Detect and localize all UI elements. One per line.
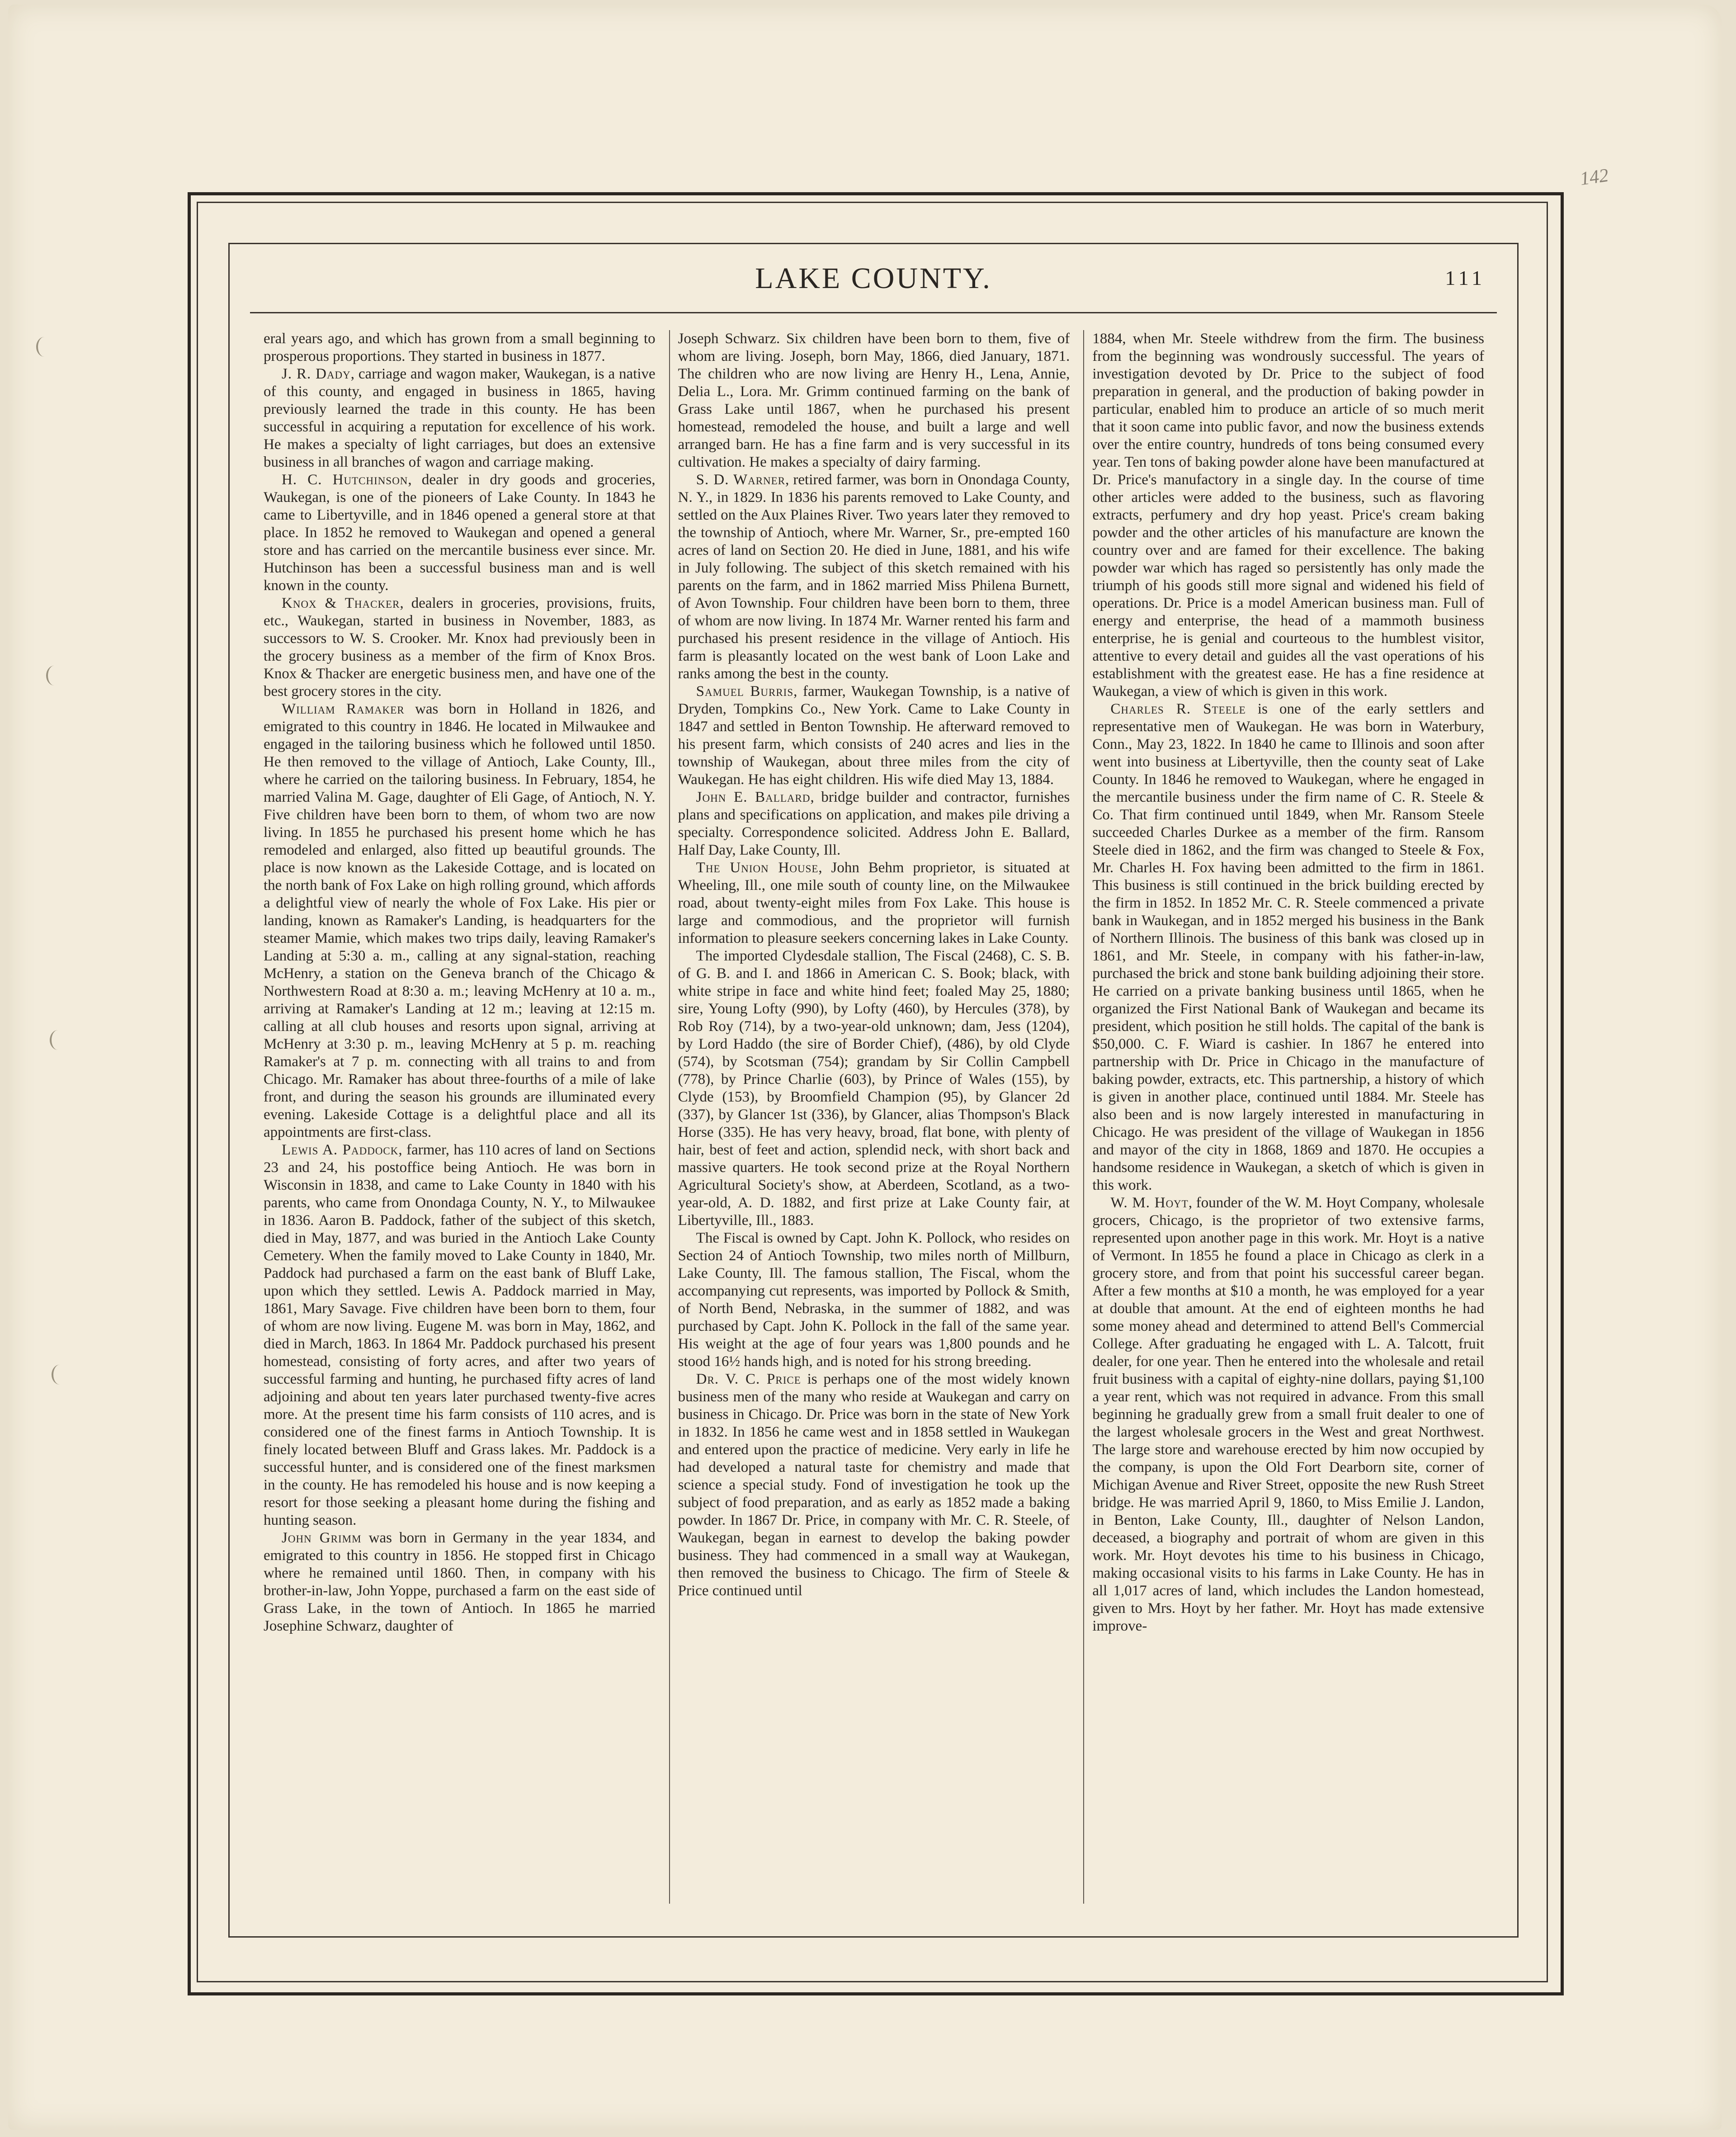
paragraph: [264, 595, 656, 700]
paragraph: [678, 471, 1070, 683]
text-columns: [264, 330, 1484, 1904]
paragraph-lead: John Grimm: [282, 1530, 362, 1546]
paragraph-text: was born in Holland in 1826, and emigrated to this country in 1846. He located in Milwaukee and engaged in the tailoring business which he followed until 1850. He then removed to the village of Antioch, Lake County, Ill., where he carried on the tailoring business. In February, 1854, he married Valina M. Gage, daughter of Eli Gage, of Antioch, N. Y. Five children have been born to them, of whom two are now living. In 1855 he purchased his present home which he has remodeled and enlarged, also fitted up beautiful grounds. The place is now known as the Lakeside Cottage, and is located on the north bank of Fox Lake on high rolling ground, which affords a delightful view of nearly the whole of Fox Lake. His pier or landing, known as Ramaker's Landing, is headquarters for the steamer Mamie, which makes two trips daily, leaving Ramaker's Landing at 5:30 a. m., calling at any signal-station, reaching McHenry, a station on the Geneva branch of the Chicago & Northwestern Road at 8:30 a. m.; leaving McHenry at 10 a. m., arriving at Ramaker's Landing at 12 m.; leaving at 12:15 m. calling at all club houses and resorts upon signal, arriving at McHenry at 3:30 p. m., leaving McHenry at 5 p. m. reaching Ramaker's at 7 p. m. connecting with all trains to and from Chicago. Mr. Ramaker has about three-fourths of a mile of lake front, and during the season his grounds are illuminated every evening. Lakeside Cottage is a delightful place and all its appointments are first-class.: [264, 701, 656, 1140]
paragraph-text: 1884, when Mr. Steele withdrew from the firm. The business from the beginning was wondrously successful. The years of investigation devoted by Dr. Price to the subject of food preparation in general, and the production of baking powder in particular, enabled him to produce an article of so much merit that it soon came into public favor, and now the business extends over the entire country, hundreds of tons being consumed every year. Ten tons of baking powder alone have been manufactured at Dr. Price's manufactory in a single day. In the course of time other articles were added to the business, such as flavoring extracts, perfumery and dry hop yeast. Price's cream baking powder and the other articles of his manufacture are known the country over and are famed for their excellence. The baking powder war which has raged so persistently has only made the triumph of his goods still more signal and widened his field of operations. Dr. Price is a model American business man. Full of energy and enterprise, the head of a mammoth business enterprise, he is genial and courteous to the humblest visitor, attentive to every detail and guides all the vast operations of his establishment with the greatest ease. He has a fine residence at Waukegan, a view of which is given in this work.: [1092, 331, 1485, 700]
page-header: [230, 244, 1517, 312]
text-column-3: [1083, 330, 1484, 1904]
text-column-2: [669, 330, 1070, 1904]
paragraph-text: Joseph Schwarz. Six children have been born to them, five of whom are living. Joseph, born May, 1866, died January, 1871. The children who are now living are Henry H., Lena, Annie, Delia L., Lora. Mr. Grimm continued farming on the bank of Grass Lake until 1867, when he purchased his present homestead, remodeled the house, and built a large and well arranged barn. He has a fine farm and is very successful in its cultivation. He makes a specialty of dairy farming.: [678, 331, 1070, 470]
paragraph-lead: J. R. Dady: [282, 366, 351, 382]
paragraph-lead: W. M. Hoyt: [1110, 1195, 1189, 1211]
paragraph-text: is one of the early settlers and representative men of Waukegan. He was born in Waterbury, Conn., May 23, 1822. In 1840 he came to Illinois and soon after went into business at Libertyville, then the county seat of Lake County. In 1846 he removed to Waukegan, where he engaged in the mercantile business under the firm name of C. R. Steele & Co. That firm continued until 1849, when Mr. Ransom Steele succeeded Charles Durkee as a member of the firm. Ransom Steele died in 1862, and the firm was changed to Steele & Fox, Mr. Charles H. Fox having been admitted to the firm in 1861. This business is still continued in the brick building erected by the firm in 1852. In 1852 Mr. C. R. Steele commenced a private bank in Waukegan, and in 1852 merged his business in the Bank of Northern Illinois. The business of this bank was closed up in 1861, and Mr. Steele, in company with his father-in-law, purchased the brick and stone bank building adjoining their store. He carried on a private banking business until 1865, when he organized the First National Bank of Waukegan and became its president, which position he still holds. The capital of the bank is $50,000. C. F. Wiard is cashier. In 1867 he entered into partnership with Dr. Price in Chicago in the manufacture of baking powder, extracts, etc. This partnership, a history of which is given in another place, continued until 1884. Mr. Steele has also been and is now largely interested in manufacturing in Chicago. He was president of the village of Waukegan in 1856 and mayor of the city in 1868, 1869 and 1870. He occupies a handsome residence in Waukegan, a sketch of which is given in this work.: [1092, 701, 1485, 1193]
paragraph-lead: William Ramaker: [282, 701, 405, 717]
paragraph-text: eral years ago, and which has grown from a small beginning to prosperous proportions. They started in business in 1877.: [264, 331, 656, 364]
paragraph-text: , dealers in groceries, provisions, fruits, etc., Waukegan, started in business in November, 1883, as successors to W. S. Crooker. Mr. Knox had previously been in the grocery business as a member of the firm of Knox Bros. Knox & Thacker are energetic business men, and have one of the best grocery stores in the city.: [264, 595, 656, 700]
paragraph: [1092, 1194, 1484, 1635]
paragraph: [678, 330, 1070, 471]
paragraph-lead: The Union House: [696, 860, 819, 876]
paragraph: [678, 789, 1070, 859]
paragraph: [678, 1229, 1070, 1371]
paragraph: [678, 947, 1070, 1229]
paragraph: [264, 1529, 656, 1635]
paragraph-lead: Lewis A. Paddock: [282, 1142, 399, 1158]
margin-note: 142: [1579, 165, 1610, 190]
paragraph-text: , dealer in dry goods and groceries, Waukegan, is one of the pioneers of Lake County. In 1843 he came to Libertyville, and in 1846 opened a general store at that place. In 1852 he removed to Waukegan and opened a general store and has carried on the mercantile business ever since. Mr. Hutchinson has been a successful business man and is well known in the county.: [264, 472, 656, 594]
paragraph-lead: Knox & Thacker: [282, 595, 400, 611]
paragraph-lead: Charles R. Steele: [1110, 701, 1246, 717]
paragraph-lead: S. D. Warner: [696, 472, 786, 488]
page-number: 111: [1445, 266, 1486, 289]
paragraph: [264, 471, 656, 595]
paragraph-text: was born in Germany in the year 1834, and emigrated to this country in 1856. He stopped first in Chicago where he remained until 1860. Then, in company with his brother-in-law, John Yoppe, purchased a farm on the east side of Grass Lake, in the town of Antioch. In 1865 he married Josephine Schwarz, daughter of: [264, 1530, 656, 1634]
text-column-1: [264, 330, 656, 1904]
paragraph-text: , farmer, has 110 acres of land on Sections 23 and 24, his postoffice being Antioch. He was born in Wisconsin in 1838, and came to Lake County in 1840 with his parents, who came from Onondaga County, N. Y., to Milwaukee in 1836. Aaron B. Paddock, father of the subject of this sketch, died in May, 1877, and was buried in the Antioch Lake County Cemetery. When the family moved to Lake County in 1840, Mr. Paddock had purchased a farm on the east bank of Bluff Lake, upon which they settled. Lewis A. Paddock married in May, 1861, Mary Savage. Five children have been born to them, four of whom are now living. Eugene M. was born in May, 1862, and died in March, 1863. In 1864 Mr. Paddock purchased his present homestead, consisting of forty acres, and after two years of successful farming and hunting, he purchased fifty acres of land adjoining and about ten years later purchased twenty-five acres more. At the present time his farm consists of 110 acres, and is considered one of the finest farms in Antioch Township. It is finely located between Bluff and Grass lakes. Mr. Paddock is a successful hunter, and is considered one of the finest marksmen in the county. He has remodeled his house and is now keeping a resort for those seeking a pleasant home during the fishing and hunting season.: [264, 1142, 656, 1528]
paragraph: [678, 1371, 1070, 1600]
paragraph: [678, 859, 1070, 947]
paragraph: [1092, 330, 1484, 700]
header-rule: [250, 312, 1497, 313]
paragraph-text: , farmer, Waukegan Township, is a native of Dryden, Tompkins Co., New York. Came to Lake County in 1847 and settled in Benton Township. He afterward removed to his present farm, which consists of 240 acres and lies in the township of Waukegan, about three miles from the city of Waukegan. He has eight children. His wife died May 13, 1884.: [678, 683, 1070, 788]
paragraph: [678, 683, 1070, 789]
paragraph: [264, 365, 656, 471]
paragraph-text: , bridge builder and contractor, furnishes plans and specifications on application, and makes pile driving a specialty. Correspondence solicited. Address John E. Ballard, Half Day, Lake County, Ill.: [678, 789, 1070, 858]
paragraph: [264, 700, 656, 1141]
paragraph-text: , founder of the W. M. Hoyt Company, wholesale grocers, Chicago, is the proprietor of two extensive farms, represented upon another page in this work. Mr. Hoyt is a native of Vermont. In 1855 he found a place in Chicago as clerk in a grocery store, and from that point his successful career began. After a few months at $10 a month, he was employed for a year at double that amount. At the end of eighteen months he had some money ahead and determined to attend Bell's Commercial College. After graduating he engaged with L. A. Talcott, fruit dealer, for one year. Then he entered into the wholesale and retail fruit business with a capital of eighty-nine dollars, paying $1,100 a year rent, which was not required in advance. From this small beginning he gradually grew from a small fruit dealer to one of the largest wholesale grocers in the West and great Northwest. The large store and warehouse erected by him now occupied by the company, is upon the Old Fort Dearborn site, corner of Michigan Avenue and River Street, opposite the new Rush Street bridge. He was married April 9, 1860, to Miss Emilie J. Landon, in Benton, Lake County, Ill., daughter of Nelson Landon, deceased, a biography and portrait of whom are given in this work. Mr. Hoyt devotes his time to his business in Chicago, making occasional visits to his farms in Lake County. He has in all 1,017 acres of land, which includes the Landon homestead, given to Mrs. Hoyt by her father. Mr. Hoyt has made extensive improve-: [1092, 1195, 1485, 1634]
paragraph-text: is perhaps one of the most widely known business men of the many who reside at Waukegan and carry on business in Chicago. Dr. Price was born in the state of New York in 1832. In 1856 he came west and in 1858 settled in Waukegan and entered upon the practice of medicine. Very early in life he had developed a natural taste for chemistry and made that science a special study. Fond of investigation he took up the subject of food preparation, and as early as 1852 made a baking powder. In 1867 Dr. Price, in company with Mr. C. R. Steele, of Waukegan, began in earnest to develop the baking powder business. They had commenced in a small way at Waukegan, then removed the business to Chicago. The firm of Steele & Price continued until: [678, 1371, 1070, 1599]
paragraph: [1092, 700, 1484, 1194]
paragraph-text: The imported Clydesdale stallion, The Fiscal (2468), C. S. B. of G. B. and I. and 1866 in American C. S. Book; black, with white stripe in face and white hind feet; foaled May 25, 1880; sire, Young Lofty (990), by Lofty (460), by Hercules (378), by Rob Roy (714), by a two-year-old unknown; dam, Jess (1204), by Lord Haddo (the sire of Border Chief), (486), by old Clyde (574), by Scotsman (754); grandam by Sir Collin Campbell (778), by Prince Charlie (603), by Prince of Wales (155), by Clyde (153), by Broomfield Champion (95), by Glancer 2d (337), by Glancer 1st (336), by Glancer, alias Thompson's Black Horse (335). He has very heavy, broad, flat bone, with plenty of hair, best of feet and action, splendid neck, with short back and massive quarters. He took second prize at the Royal Northern Agricultural Society's show, at Aberdeen, Scotland, as a two-year-old, A. D. 1882, and first prize at Lake County fair, at Libertyville, Ill., 1883.: [678, 948, 1070, 1229]
binding-mark: [36, 337, 52, 357]
binding-mark: [46, 666, 62, 686]
binding-mark: [50, 1030, 66, 1050]
paragraph-lead: Dr. V. C. Price: [696, 1371, 801, 1387]
paragraph-lead: John E. Ballard: [696, 789, 811, 805]
page-content: [228, 243, 1519, 1938]
paragraph-text: , carriage and wagon maker, Waukegan, is a native of this county, and engaged in business in 1865, having previously learned the trade in this county. He has been successful in acquiring a reputation for excellence of his work. He makes a specialty of light carriages, but does an extensive business in all branches of wagon and carriage making.: [264, 366, 656, 470]
paragraph-text: , retired farmer, was born in Onondaga County, N. Y., in 1829. In 1836 his parents removed to Lake County, and settled on the Aux Plaines River. Two years later they removed to the township of Antioch, where Mr. Warner, Sr., pre-empted 160 acres of land on Section 20. He died in June, 1881, and his wife in July following. The subject of this sketch remained with his parents on the farm, and in 1862 married Miss Philena Burnett, of Avon Township. Four children have been born to them, three of whom are now living. In 1874 Mr. Warner rented his farm and purchased his present residence in the village of Antioch. His farm is pleasantly located on the west bank of Loon Lake and ranks among the best in the county.: [678, 472, 1070, 682]
binding-mark: [52, 1365, 68, 1385]
paragraph-lead: Samuel Burris: [696, 683, 794, 700]
paragraph-text: The Fiscal is owned by Capt. John K. Pollock, who resides on Section 24 of Antioch Township, two miles north of Millburn, Lake County, Ill. The famous stallion, The Fiscal, whom the accompanying cut represents, was imported by Pollock & Smith, of North Bend, Nebraska, in the summer of 1882, and was purchased by Capt. John K. Pollock in the fall of the same year. His weight at the age of four years was 1,800 pounds and he stood 16½ hands high, and is noted for his strong breeding.: [678, 1230, 1070, 1370]
paragraph: [264, 1141, 656, 1529]
page-title: LAKE COUNTY.: [755, 262, 992, 295]
paragraph-lead: H. C. Hutchinson: [282, 472, 408, 488]
paragraph-text: , John Behm proprietor, is situated at Wheeling, Ill., one mile south of county line, on the Milwaukee road, about twenty-eight miles from Fox Lake. This house is large and commodious, and the proprietor will furnish information to pleasure seekers concerning lakes in Lake County.: [678, 860, 1070, 946]
paragraph: [264, 330, 656, 365]
